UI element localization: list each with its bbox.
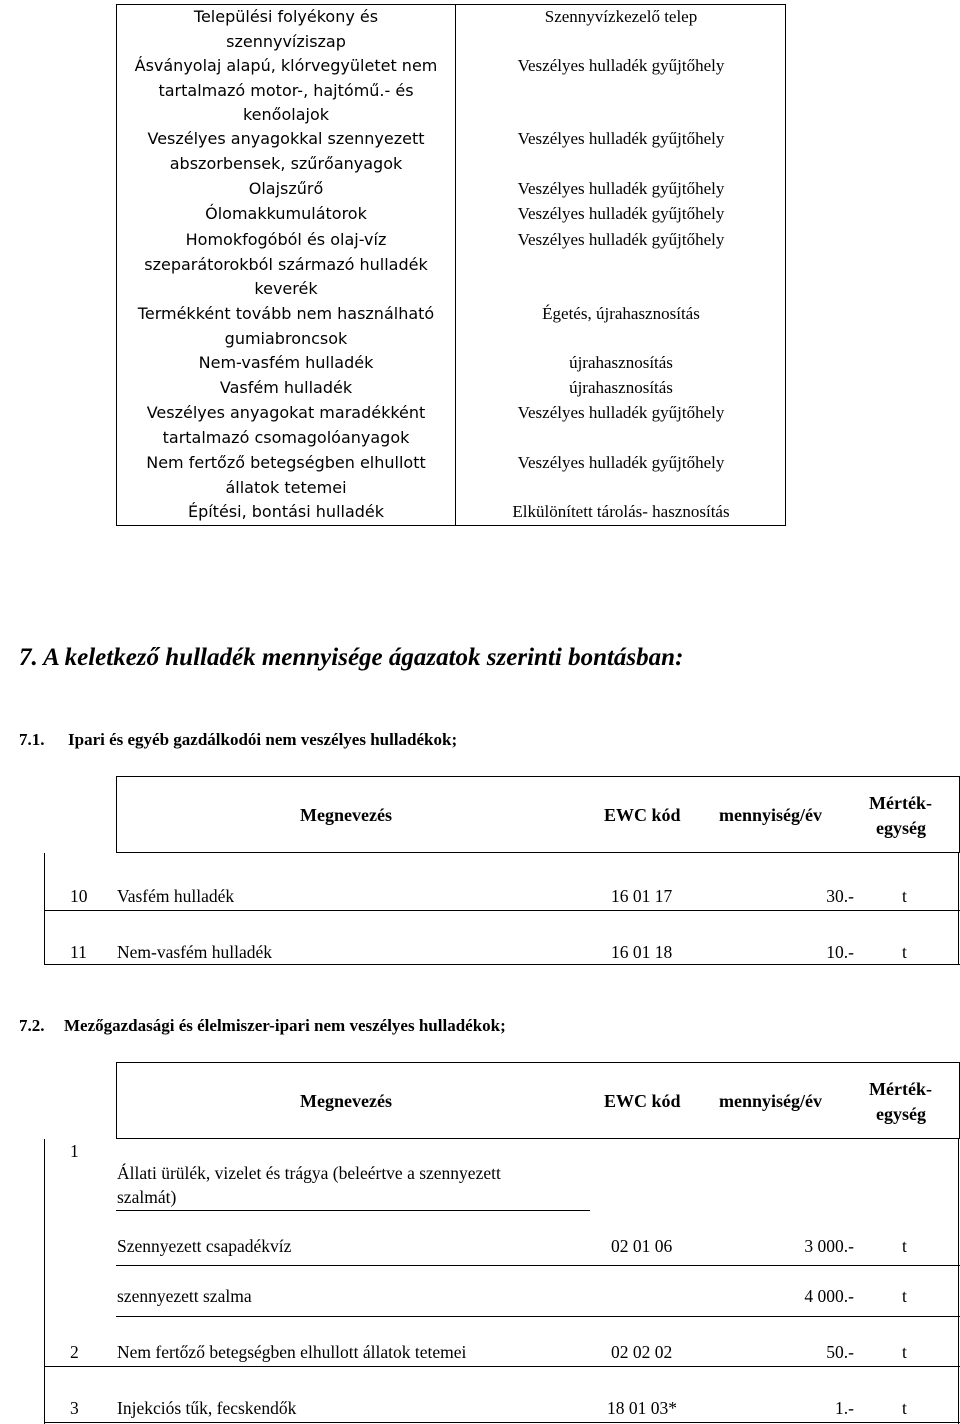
handling-line: újrahasznosítás: [569, 378, 673, 397]
handling-cell: [457, 5, 785, 30]
handling-cell: [457, 451, 785, 476]
waste-type-cell: [121, 54, 451, 128]
header-name: Megnevezés: [300, 1091, 392, 1111]
handling-cell: [457, 202, 785, 227]
row-divider: [116, 1265, 960, 1266]
header-unit-1: Mérték-: [869, 793, 932, 813]
row-divider: [44, 1366, 960, 1367]
table-left-border: [44, 853, 45, 965]
waste-type-line: Ólomakkumulátorok: [205, 204, 367, 223]
handling-cell: [457, 500, 785, 525]
header-name: Megnevezés: [300, 805, 392, 825]
row-name-line2: szalmát): [117, 1187, 177, 1207]
handling-cell: [457, 302, 785, 327]
column-divider: [455, 5, 456, 525]
waste-type-line: szennyvíziszap: [226, 31, 346, 51]
handling-line: Veszélyes hulladék gyűjtőhely: [517, 403, 725, 422]
row-name: Injekciós tűk, fecskendők: [117, 1398, 297, 1418]
table-7-2-header: [116, 1062, 960, 1139]
handling-line: Veszélyes hulladék gyűjtőhely: [517, 179, 725, 198]
header-unit-1: Mérték-: [869, 1079, 932, 1099]
section-7-2-title: Mezőgazdasági és élelmiszer-ipari nem veszélyes hulladékok;: [64, 1016, 506, 1035]
row-number: 1: [70, 1141, 79, 1161]
handling-cell: [457, 401, 785, 426]
handling-line: Szennyvízkezelő telep: [544, 7, 698, 26]
row-unit: t: [902, 1342, 907, 1362]
row-name-line1: Állati ürülék, vizelet és trágya (beleértve a szennyezett: [117, 1163, 501, 1183]
waste-type-line: tartalmazó csomagolóanyagok: [162, 427, 410, 447]
row-divider: [44, 910, 960, 911]
row-qty: 30.-: [826, 886, 854, 906]
handling-cell: [457, 127, 785, 152]
handling-line: Veszélyes hulladék gyűjtőhely: [517, 56, 725, 75]
row-qty: 4 000.-: [804, 1286, 854, 1306]
waste-type-line: Ásványolaj alapú, klórvegyületet nem: [134, 56, 438, 75]
row-name: Szennyezett csapadékvíz: [117, 1236, 292, 1256]
waste-type-cell: [121, 351, 451, 376]
waste-type-cell: [121, 127, 451, 176]
waste-type-line: tartalmazó motor-, hajtómű.- és: [158, 80, 414, 100]
row-ewc: 16 01 18: [611, 942, 673, 962]
waste-type-line: Olajszűrő: [248, 179, 324, 198]
waste-type-cell: [121, 177, 451, 202]
row-unit: t: [902, 1286, 907, 1306]
row-qty: 50.-: [826, 1342, 854, 1362]
waste-type-cell: [121, 228, 451, 302]
row-qty: 10.-: [826, 942, 854, 962]
row-unit: t: [902, 1398, 907, 1418]
header-qty: mennyiség/év: [719, 1091, 822, 1111]
row-number: 2: [70, 1342, 79, 1362]
waste-type-cell: [121, 302, 451, 351]
waste-type-line: abszorbensek, szűrőanyagok: [169, 153, 403, 173]
handling-line: újrahasznosítás: [569, 353, 673, 372]
waste-type-cell: [121, 376, 451, 401]
waste-type-cell: [121, 451, 451, 500]
handling-line: Elkülönített tárolás- hasznosítás: [512, 502, 730, 521]
waste-type-line: Települési folyékony és: [193, 7, 379, 26]
handling-line: Veszélyes hulladék gyűjtőhely: [517, 204, 725, 223]
row-qty: 3 000.-: [804, 1236, 854, 1256]
section-7-1-number: 7.1.: [19, 730, 45, 749]
row-ewc: 16 01 17: [611, 886, 673, 906]
header-unit-2: egység: [876, 818, 926, 838]
handling-line: Égetés, újrahasznosítás: [542, 304, 700, 323]
table-7-1-header: [116, 776, 960, 853]
row-name: Nem fertőző betegségben elhullott állatok tetemei: [117, 1342, 467, 1362]
row-name: Nem-vasfém hulladék: [117, 942, 273, 962]
waste-type-cell: [121, 401, 451, 450]
header-ewc: EWC kód: [604, 1091, 681, 1111]
row-ewc: 02 01 06: [611, 1236, 673, 1256]
header-ewc: EWC kód: [604, 805, 681, 825]
waste-handling-table: [116, 4, 786, 526]
handling-cell: [457, 376, 785, 401]
row-divider: [44, 1422, 960, 1423]
row-name: Vasfém hulladék: [117, 886, 235, 906]
section-7-2-number: 7.2.: [19, 1016, 45, 1035]
waste-type-line: szeparátorokból származó hulladék: [144, 254, 428, 274]
handling-cell: [457, 351, 785, 376]
row-unit: t: [902, 886, 907, 906]
section-7-heading: 7. A keletkező hulladék mennyisége ágazatok szerinti bontásban:: [19, 644, 684, 671]
waste-type-line: Nem-vasfém hulladék: [198, 353, 374, 372]
waste-type-line: kenőolajok: [242, 105, 329, 124]
waste-type-line: Homokfogóból és olaj-víz: [185, 230, 387, 249]
waste-type-cell: [121, 202, 451, 227]
row-qty: 1.-: [835, 1398, 854, 1418]
waste-type-line: Építési, bontási hulladék: [187, 502, 385, 521]
handling-cell: [457, 177, 785, 202]
header-qty: mennyiség/év: [719, 805, 822, 825]
waste-type-cell: [121, 500, 451, 525]
waste-type-line: Vasfém hulladék: [219, 378, 353, 397]
table-left-border: [44, 1139, 45, 1424]
handling-cell: [457, 228, 785, 253]
row-divider: [116, 1316, 960, 1317]
row-number: 3: [70, 1398, 79, 1418]
header-unit-2: egység: [876, 1104, 926, 1124]
row-ewc: 18 01 03*: [607, 1398, 677, 1418]
waste-type-line: Nem fertőző betegségben elhullott: [146, 453, 426, 472]
section-7-1-title: Ipari és egyéb gazdálkodói nem veszélyes hulladékok;: [68, 730, 458, 749]
row-unit: t: [902, 942, 907, 962]
waste-type-line: állatok tetemei: [225, 477, 347, 497]
row-number: 11: [70, 942, 87, 962]
waste-type-line: Veszélyes anyagokkal szennyezett: [147, 129, 425, 148]
row-divider: [44, 964, 960, 965]
row-number: 10: [70, 886, 88, 906]
row-divider: [116, 1210, 590, 1211]
handling-line: Veszélyes hulladék gyűjtőhely: [517, 453, 725, 472]
handling-line: Veszélyes hulladék gyűjtőhely: [517, 129, 725, 148]
handling-line: Veszélyes hulladék gyűjtőhely: [517, 230, 725, 249]
waste-type-line: keverék: [254, 279, 318, 298]
row-ewc: 02 02 02: [611, 1342, 673, 1362]
row-unit: t: [902, 1236, 907, 1256]
handling-cell: [457, 54, 785, 79]
waste-type-line: Veszélyes anyagokat maradékként: [146, 403, 426, 422]
waste-type-cell: [121, 5, 451, 54]
waste-type-line: gumiabroncsok: [224, 328, 348, 348]
row-name: szennyezett szalma: [117, 1286, 252, 1306]
waste-type-line: Termékként tovább nem használható: [137, 304, 435, 323]
table-right-border: [958, 853, 959, 965]
table-right-border: [958, 1139, 959, 1424]
